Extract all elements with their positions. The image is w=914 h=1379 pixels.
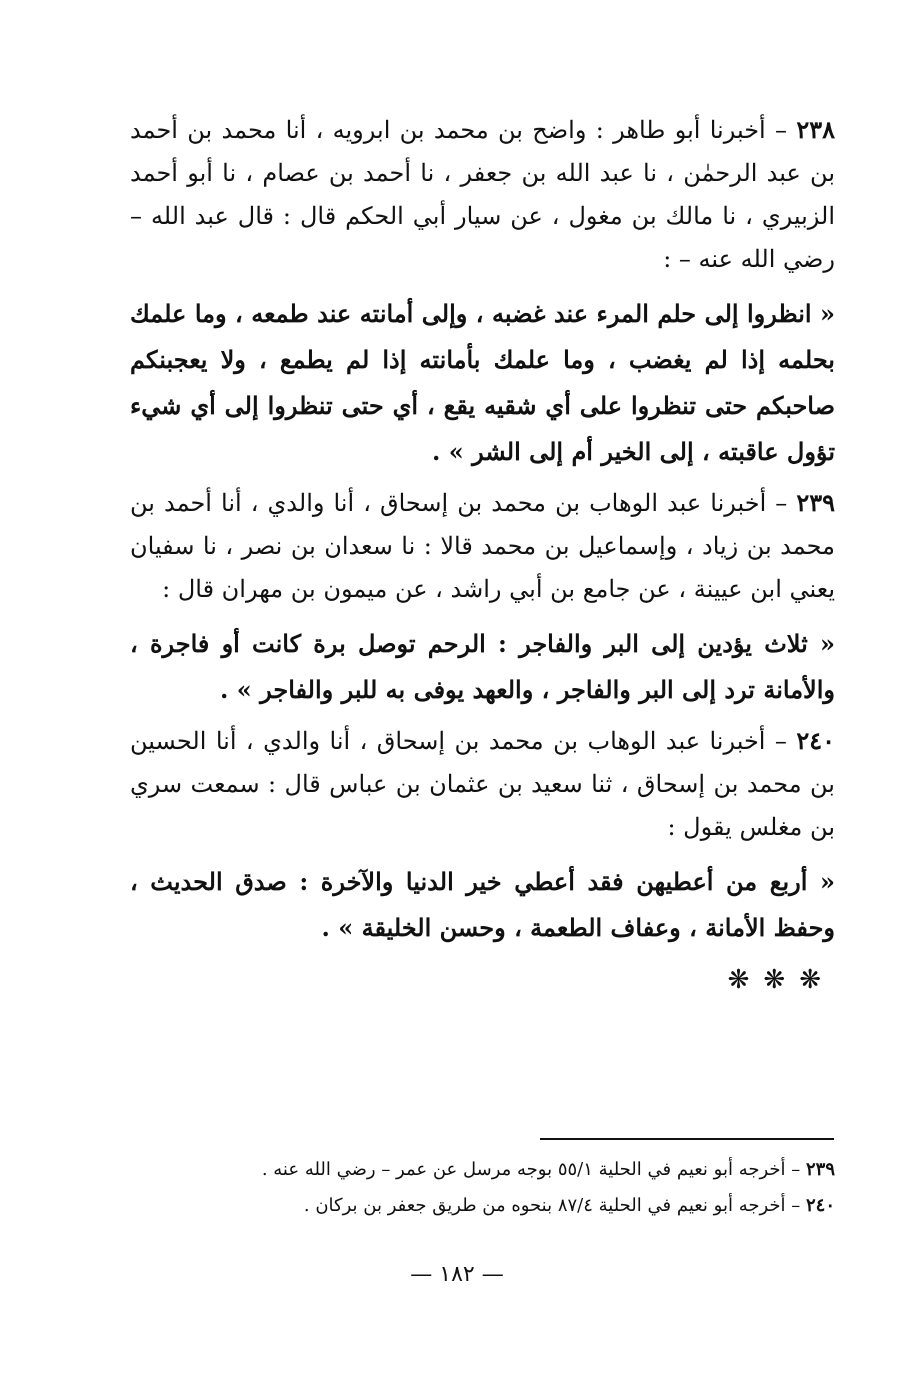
footnote-text: – أخرجه أبو نعيم في الحلية ٨٧/٤ بنحوه من طريق جعفر بن بركان . xyxy=(303,1195,806,1216)
isnad-text: – أخبرنا عبد الوهاب بن محمد بن إسحاق ، أنا والدي ، أنا أحمد بن محمد بن زياد ، وإسماعيل بن محمد قالا : نا سعدان بن نصر ، نا سفيان يعني ابن عيينة ، عن جامع بن أبي راشد ، عن ميمون بن مهران قال : xyxy=(130,489,835,603)
page-body xyxy=(130,108,835,1013)
hadith-number: ٢٣٩ xyxy=(796,488,835,517)
hadith-number: ٢٤٠ xyxy=(796,726,835,755)
footnote-240 xyxy=(120,1188,835,1224)
isnad-text: – أخبرنا أبو طاهر : واضح بن محمد بن ابرويه ، أنا محمد بن أحمد بن عبد الرحمٰن ، نا عبد الله بن جعفر ، نا أحمد بن عصام ، نا أبو أحمد الزبيري ، نا مالك بن مغول ، عن سيار أبي الحكم قال : قال عبد الله – رضي الله عنه – : xyxy=(130,116,835,273)
hadith-240-isnad xyxy=(130,719,835,849)
hadith-239-isnad xyxy=(130,481,835,611)
footnote-239 xyxy=(120,1152,835,1188)
hadith-238-text: « انظروا إلى حلم المرء عند غضبه ، وإلى أمانته عند طمعه ، وما علمك بحلمه إذا لم يغضب ، وما علمك بأمانته إذا لم يطمع ، ولا يعجبنكم صاحبكم حتى تنظروا على أي شقيه يقع ، أي حتى تنظروا إلى أي شيء تؤول عاقبته ، إلى الخير أم إلى الشر » . xyxy=(130,299,835,466)
hadith-238-isnad xyxy=(130,108,835,281)
page-number: — ١٨٢ — xyxy=(410,1262,504,1287)
hadith-number: ٢٣٨ xyxy=(796,115,835,144)
footnote-number: ٢٤٠ xyxy=(805,1195,835,1216)
hadith-240-text: « أربع من أعطيهن فقد أعطي خير الدنيا والآخرة : صدق الحديث ، وحفظ الأمانة ، وعفاف الطعمة ، وحسن الخليقة » . xyxy=(130,867,835,942)
section-separator: ❋❋❋ xyxy=(727,965,835,995)
footnote-number: ٢٣٩ xyxy=(805,1159,835,1180)
footnote-text: – أخرجه أبو نعيم في الحلية ٥٥/١ بوجه مرسل عن عمر – رضي الله عنه . xyxy=(261,1159,806,1180)
footnotes xyxy=(120,1152,835,1224)
footnote-divider xyxy=(540,1138,834,1140)
isnad-text: – أخبرنا عبد الوهاب بن محمد بن إسحاق ، أنا والدي ، أنا الحسين بن محمد بن إسحاق ، ثنا سعيد بن عثمان بن عباس قال : سمعت سري بن مغلس يقول : xyxy=(130,727,835,841)
hadith-239-text: « ثلاث يؤدين إلى البر والفاجر : الرحم توصل برة كانت أو فاجرة ، والأمانة ترد إلى البر والفاجر ، والعهد يوفى به للبر والفاجر » . xyxy=(130,629,835,704)
